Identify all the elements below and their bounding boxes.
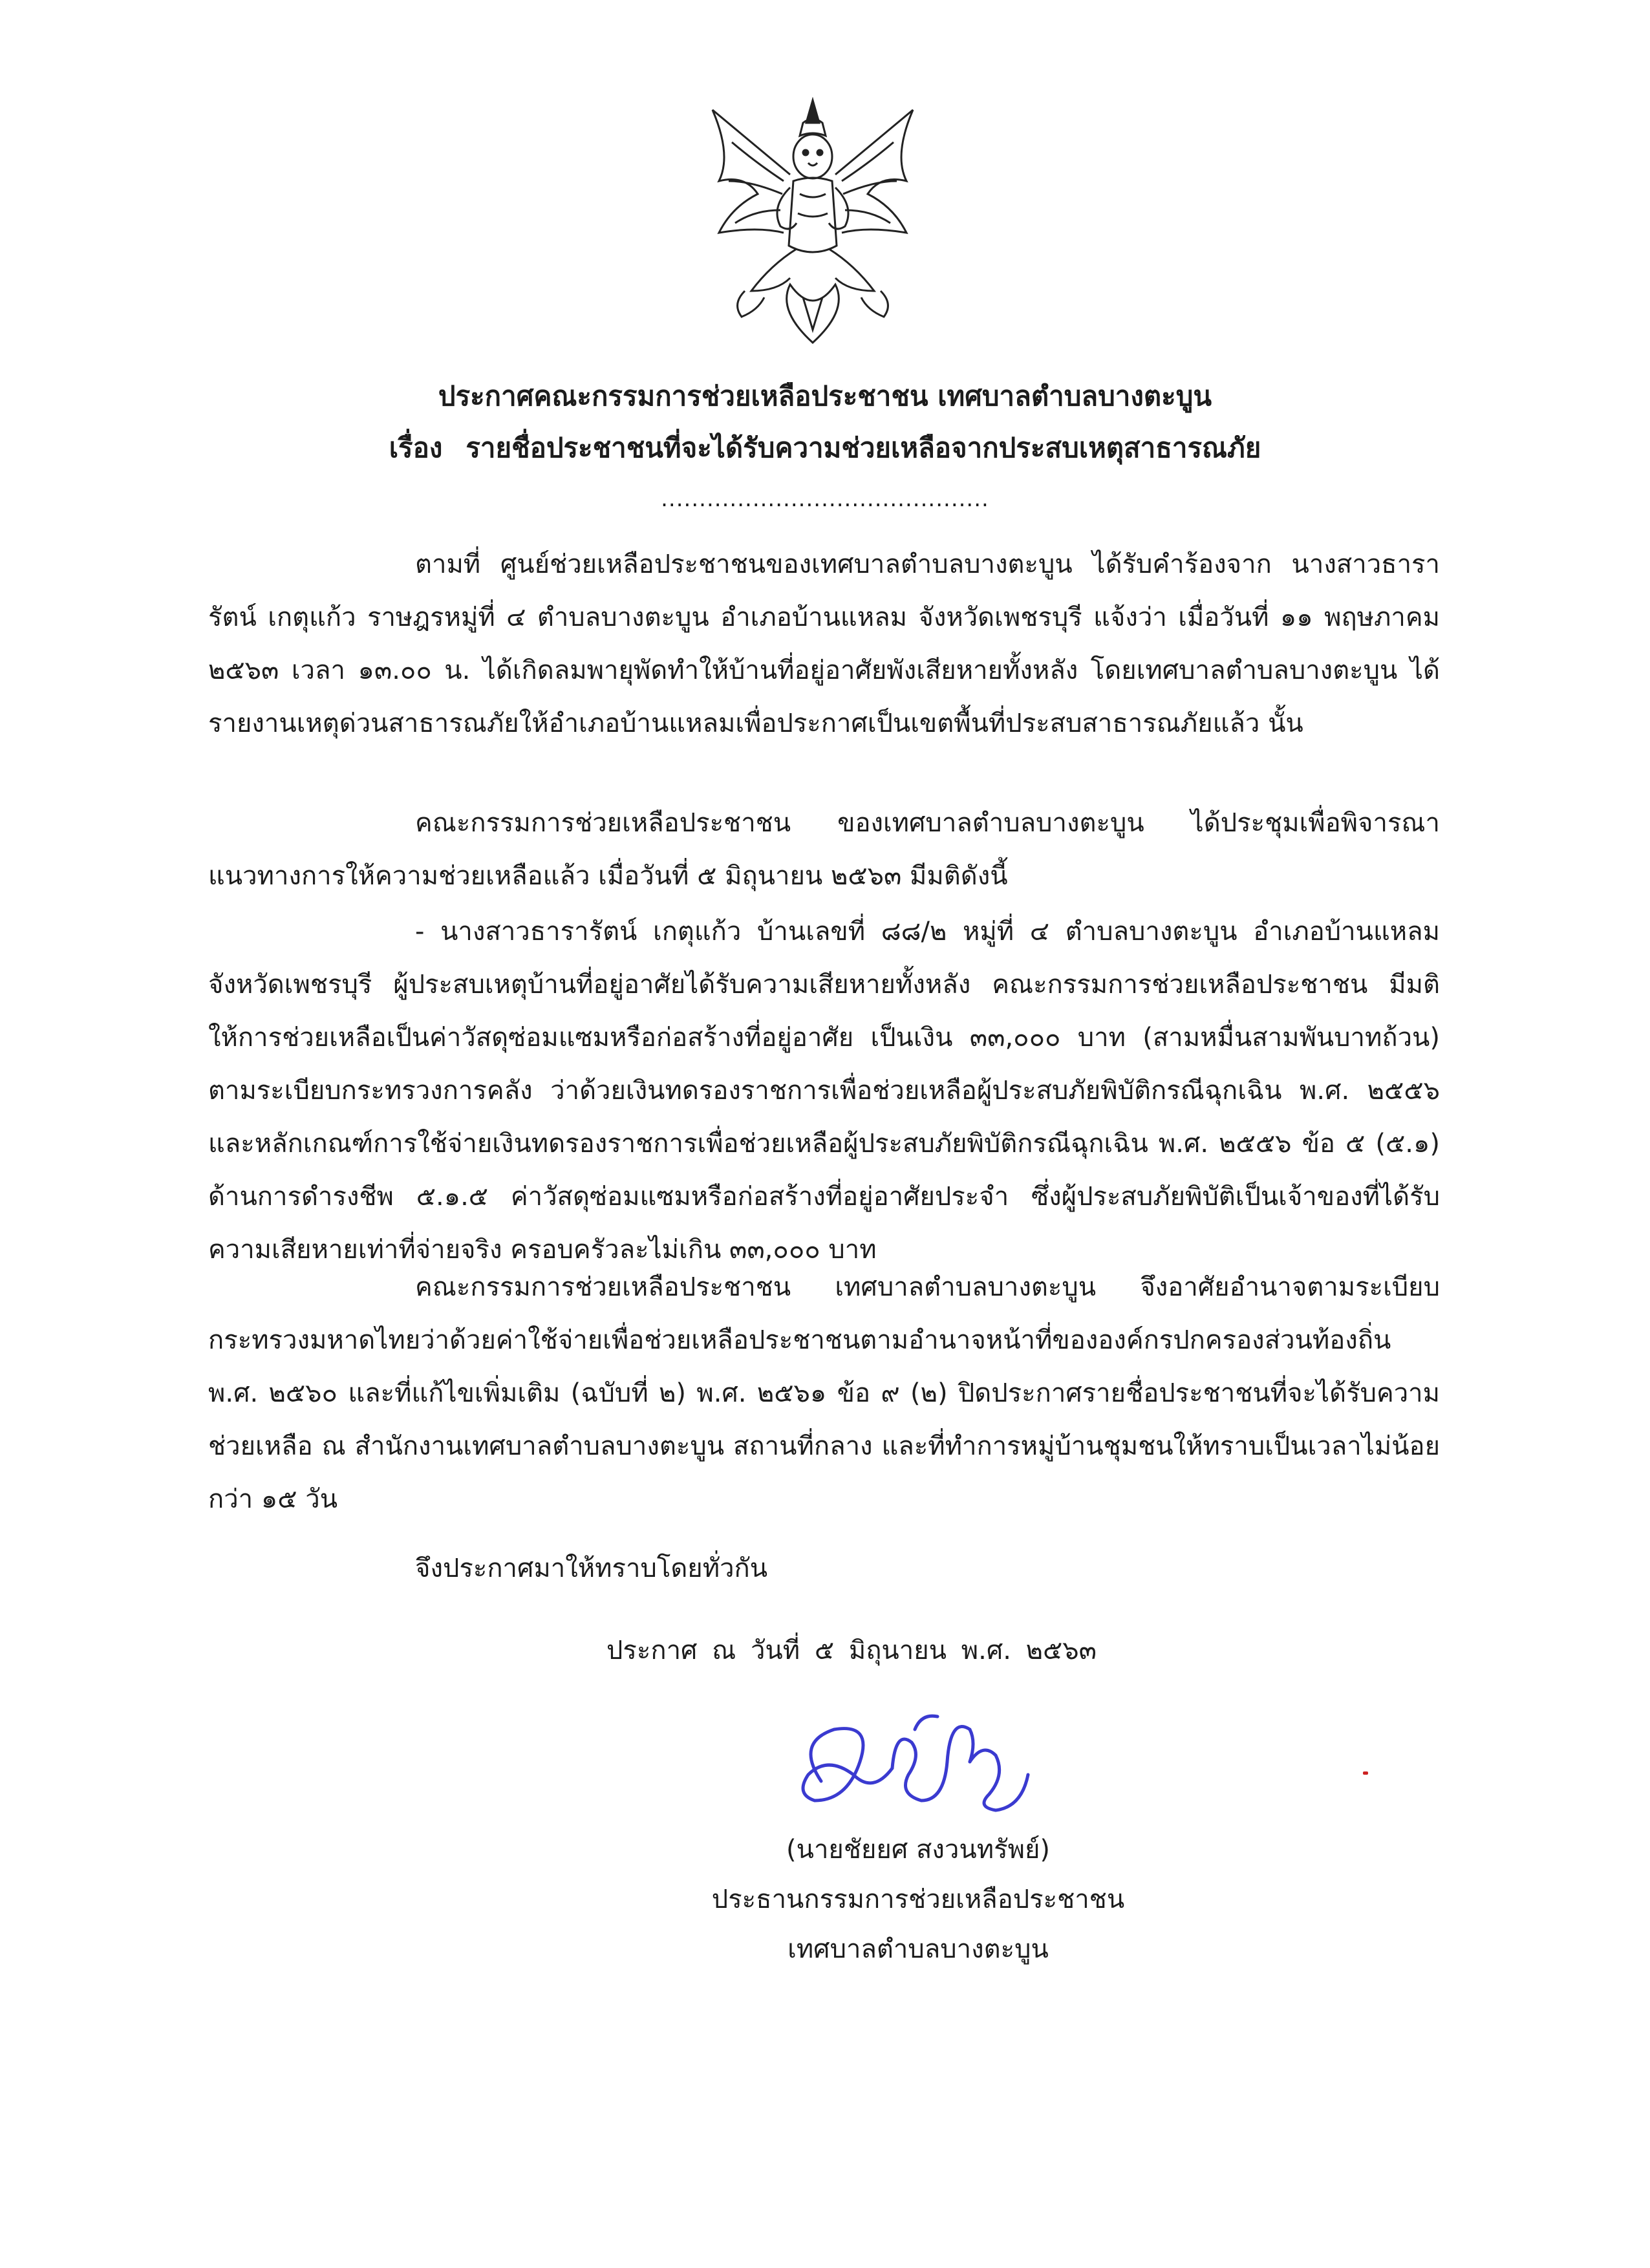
- announcement-title: ประกาศคณะกรรมการช่วยเหลือประชาชน เทศบาลตำบลบางตะบูน: [438, 380, 1212, 412]
- subject-text: รายชื่อประชาชนที่จะได้รับความช่วยเหลือจากประสบเหตุสาธารณภัย: [466, 432, 1261, 464]
- ink-mark: [1363, 1771, 1368, 1775]
- subject-label: เรื่อง: [389, 432, 443, 464]
- paragraph-authority: คณะกรรมการช่วยเหลือประชาชน เทศบาลตำบลบางตะบูน จึงอาศัยอำนาจตามระเบียบกระทรวงมหาดไทยว่าด้วยค่าใช้จ่ายเพื่อช่วยเหลือประชาชนตามอำนาจหน้าที่ขององค์กรปกครองส่วนท้องถิ่น พ.ศ. ๒๕๖๐ และที่แก้ไขเพิ่มเติม (ฉบับที่ ๒) พ.ศ. ๒๕๖๑ ข้อ ๙ (๒) ปิดประกาศรายชื่อประชาชนที่จะได้รับความช่วยเหลือ ณ สำนักงานเทศบาลตำบลบางตะบูน สถานที่กลาง และที่ทำการหมู่บ้านชุมชนให้ทราบเป็นเวลาไม่น้อยกว่า ๑๕ วัน: [208, 1272, 1440, 1514]
- garuda-emblem: [693, 97, 932, 352]
- paragraph-background: ตามที่ ศูนย์ช่วยเหลือประชาชนของเทศบาลตำบลบางตะบูน ได้รับคำร้องจาก นางสาวธารารัตน์ เกตุแก้ว ราษฎรหมู่ที่ ๔ ตำบลบางตะบูน อำเภอบ้านแหลม จังหวัดเพชรบุรี แจ้งว่า เมื่อวันที่ ๑๑ พฤษภาคม ๒๕๖๓ เวลา ๑๓.๐๐ น. ได้เกิดลมพายุพัดทำให้บ้านที่อยู่อาศัยพังเสียหายทั้งหลัง โดยเทศบาลตำบลบางตะบูน ได้รายงานเหตุด่วนสาธารณภัยให้อำเภอบ้านแหลมเพื่อประกาศเป็นเขตพื้นที่ประสบสาธารณภัยแล้ว นั้น: [208, 550, 1448, 738]
- signer-name: (นายชัยยศ สงวนทรัพย์): [786, 1835, 1050, 1865]
- paragraph-committee-meeting: คณะกรรมการช่วยเหลือประชาชน ของเทศบาลตำบลบางตะบูน ได้ประชุมเพื่อพิจารณาแนวทางการให้ความช่วยเหลือแล้ว เมื่อวันที่ ๕ มิถุนายน ๒๕๖๓ มีมติดังนี้: [208, 808, 1440, 891]
- paragraph-resolution: - นางสาวธารารัตน์ เกตุแก้ว บ้านเลขที่ ๘๘/๒ หมู่ที่ ๔ ตำบลบางตะบูน อำเภอบ้านแหลม จังหวัดเพชรบุรี ผู้ประสบเหตุบ้านที่อยู่อาศัยได้รับความเสียหายทั้งหลัง คณะกรรมการช่วยเหลือประชาชน มีมติให้การช่วยเหลือเป็นค่าวัสดุซ่อมแซมหรือก่อสร้างที่อยู่อาศัย เป็นเงิน ๓๓,๐๐๐ บาท (สามหมื่นสามพันบาทถ้วน) ตามระเบียบกระทรวงการคลัง ว่าด้วยเงินทดรองราชการเพื่อช่วยเหลือผู้ประสบภัยพิบัติกรณีฉุกเฉิน พ.ศ. ๒๕๕๖ และหลักเกณฑ์การใช้จ่ายเงินทดรองราชการเพื่อช่วยเหลือผู้ประสบภัยพิบัติกรณีฉุกเฉิน พ.ศ. ๒๕๕๖ ข้อ ๕ (๕.๑) ด้านการดำรงชีพ ๕.๑.๕ ค่าวัสดุซ่อมแซมหรือก่อสร้างที่อยู่อาศัยประจำ ซึ่งผู้ประสบภัยพิบัติเป็นเจ้าของที่ได้รับความเสียหายเท่าที่จ่ายจริง ครอบครัวละไม่เกิน ๓๓,๐๐๐ บาท: [208, 917, 1448, 1265]
- signer-position: ประธานกรรมการช่วยเหลือประชาชน: [711, 1885, 1125, 1914]
- signer-organization: เทศบาลตำบลบางตะบูน: [788, 1934, 1049, 1964]
- signature: [782, 1704, 1047, 1833]
- announcement-subject: [0, 427, 1650, 469]
- announcement-date: ประกาศ ณ วันที่ ๕ มิถุนายน พ.ศ. ๒๕๖๓: [606, 1636, 1097, 1665]
- title-separator: ...........................................: [661, 486, 989, 512]
- paragraph-closing: จึงประกาศมาให้ทราบโดยทั่วกัน: [415, 1554, 768, 1583]
